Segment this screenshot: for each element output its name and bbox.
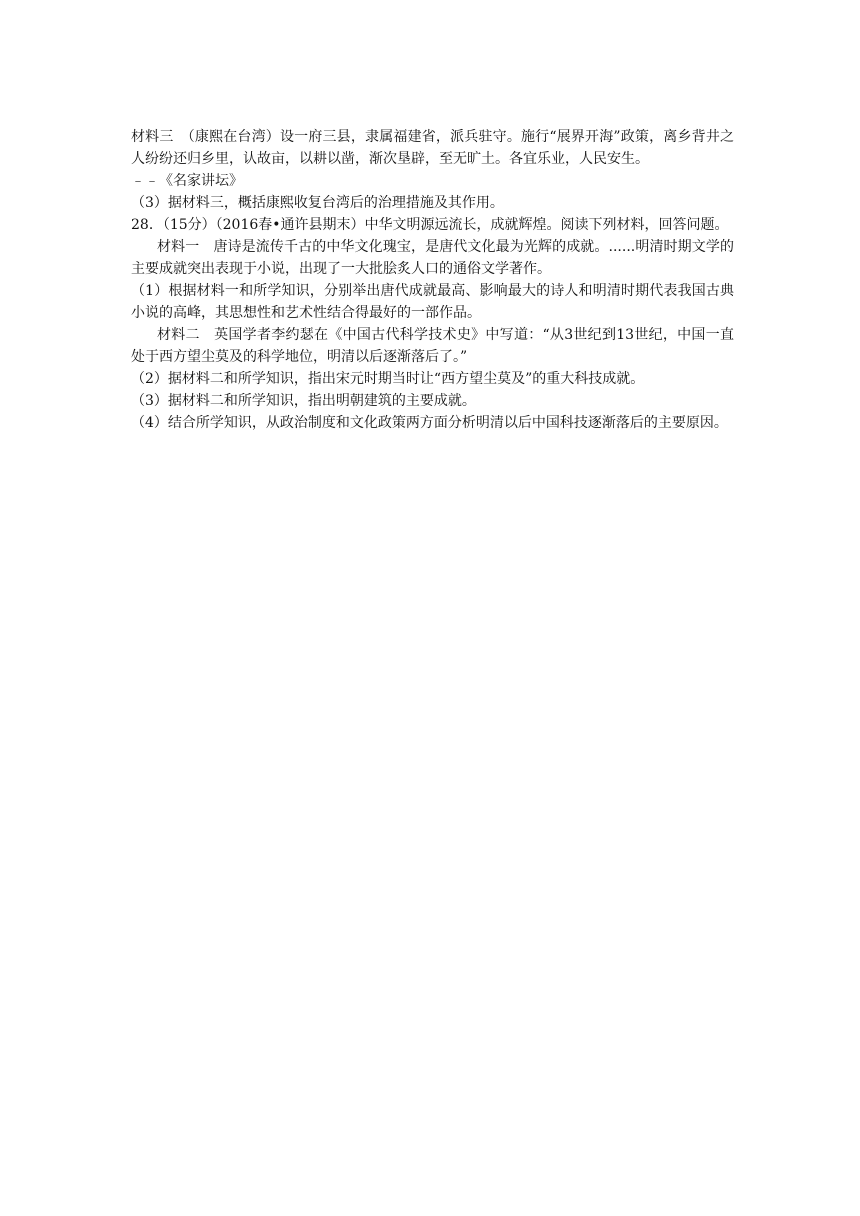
material-two-paragraph: 材料二 英国学者李约瑟在《中国古代科学技术史》中写道：“从3世纪到13世纪，中国一直处于西方望尘莫及的科学地位，明清以后逐渐落后了。” <box>131 327 734 365</box>
question-28-part-1: （1）根据材料一和所学知识，分别举出唐代成就最高、影响最大的诗人和明清时期代表我国古典小说的高峰，其思想性和艺术性结合得最好的一部作品。 <box>131 283 734 321</box>
document-page <box>131 126 734 434</box>
material-three-paragraph: 材料三 （康熙在台湾）设一府三县，隶属福建省，派兵驻守。施行“展界开海”政策，离乡背井之人纷纷还归乡里，认故亩，以耕以凿，渐次垦辟，至无旷土。各宜乐业，人民安生。 <box>131 129 734 167</box>
material-one-paragraph: 材料一 唐诗是流传千古的中华文化瑰宝，是唐代文化最为光辉的成就。......明清时期文学的主要成就突出表现于小说，出现了一大批脍炙人口的通俗文学著作。 <box>131 239 734 277</box>
question-28-header: 28．（15分）（2016春•通许县期末）中华文明源远流长，成就辉煌。阅读下列材料，回答问题。 <box>131 217 729 233</box>
question-28-part-3: （3）据材料二和所学知识，指出明朝建筑的主要成就。 <box>131 393 476 409</box>
question-27-part-3: （3）据材料三，概括康熙收复台湾后的治理措施及其作用。 <box>131 195 504 211</box>
question-28-part-4: （4）结合所学知识，从政治制度和文化政策两方面分析明清以后中国科技逐渐落后的主要原因。 <box>131 415 728 431</box>
material-three-source: ﹣﹣《名家讲坛》 <box>131 173 243 189</box>
question-28-part-2: （2）据材料二和所学知识，指出宋元时期当时让“西方望尘莫及”的重大科技成就。 <box>131 371 645 387</box>
